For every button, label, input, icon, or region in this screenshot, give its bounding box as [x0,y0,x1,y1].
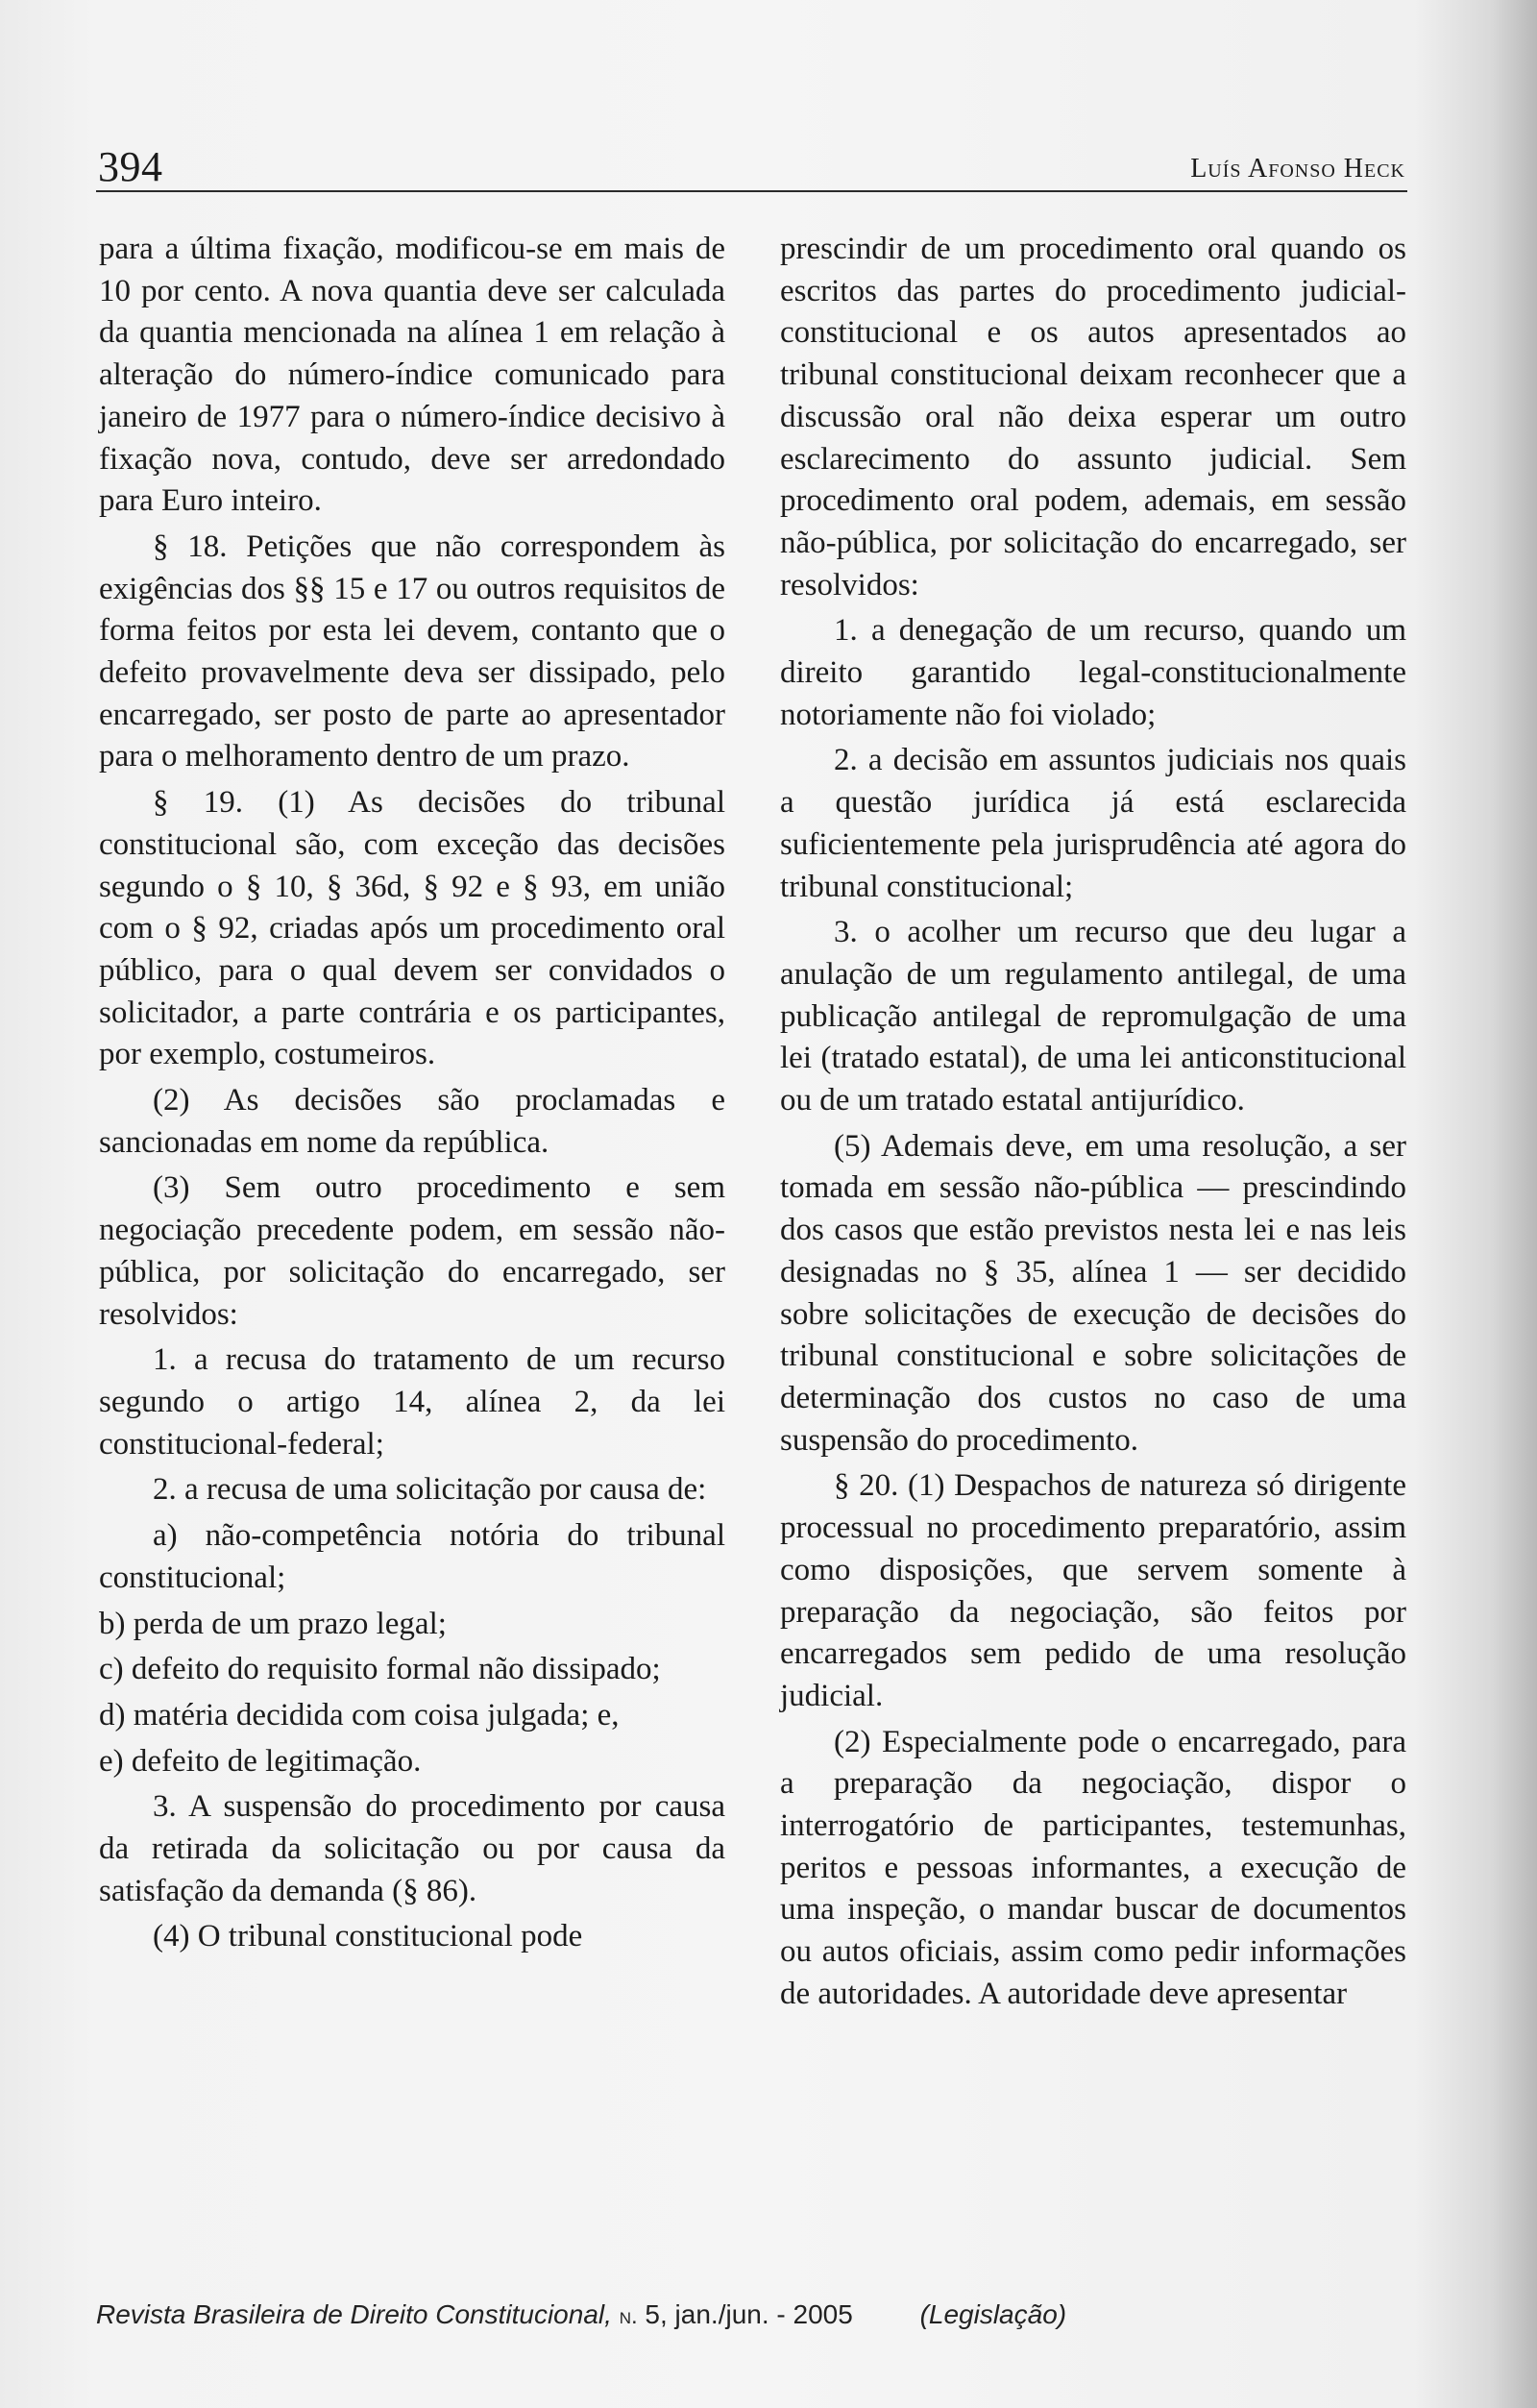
paragraph-section-20-2: (2) Especialmente pode o encarregado, para a preparação da negociação, dispor o interrogatório de participantes, testemunhas, peritos e pessoas informantes, a execução de uma inspeção, o mandar buscar de documentos ou autos oficiais, assim como pedir informações de autoridades. A autoridade deve apresentar [780,1724,1406,2011]
list-item-1: 1. a recusa do tratamento de um recurso segundo o artigo 14, alínea 2, da lei constitucional-federal; [99,1342,725,1462]
paragraph-section-19-2: (2) As decisões são proclamadas e sancionadas em nome da república. [99,1083,725,1160]
list-item-2: 2. a recusa de uma solicitação por causa de: [153,1472,707,1508]
left-column [99,229,725,1962]
list-item-2b: b) perda de um prazo legal; [99,1606,447,1641]
list-item-2c: c) defeito do requisito formal não dissipado; [99,1652,661,1687]
number-label: n. [619,2303,638,2329]
page-footer [96,2299,1066,2330]
issue-info: 5, jan./jun. - 2005 [645,2299,853,2329]
section-label: (Legislação) [919,2299,1067,2329]
paragraph-section-19-3: (3) Sem outro procedimento e sem negociação precedente podem, em sessão não-pública, por solicitação do encarregado, ser resolvidos: [99,1170,725,1332]
paragraph-continuation-right: prescindir de um procedimento oral quando os escritos das partes do procedimento judicial-constitucional e os autos apresentados ao tribunal constitucional deixam reconhecer que a discussão oral não deixa esperar um outro esclarecimento do assunto judicial. Sem procedimento oral podem, ademais, em sessão não-pública, por solicitação do encarregado, ser resolvidos: [780,232,1406,602]
list-item-2d: d) matéria decidida com coisa julgada; e, [99,1697,620,1732]
paragraph-section-19-4: (4) O tribunal constitucional pode [153,1919,583,1954]
paragraph-section-19-5: (5) Ademais deve, em uma resolução, a ser tomada em sessão não-pública — prescindindo dos casos que estão previstos nesta lei e nas leis designadas no § 35, alínea 1 — ser decidido sobre solicitações de execução de decisões do tribunal constitucional e sobre solicitações de determinação dos custos no caso de uma suspensão do procedimento. [780,1128,1406,1458]
page-number: 394 [98,143,163,190]
paragraph-section-20-1: § 20. (1) Despachos de natureza só dirigente processual no procedimento preparatório, assim como disposições, que servem somente à preparação da negociação, são feitos por encarregados sem pedido de uma resolução judicial. [780,1468,1406,1713]
list-item-3: 3. A suspensão do procedimento por causa da retirada da solicitação ou por causa da satisfação da demanda (§ 86). [99,1789,725,1908]
paragraph-section-18: § 18. Petições que não correspondem às exigências dos §§ 15 e 17 ou outros requisitos de forma feitos por esta lei devem, contanto que o defeito provavelmente deva ser dissipado, pelo encarregado, ser posto de parte ao apresentador para o melhoramento dentro de um prazo. [99,528,725,774]
right-column [780,229,1406,2020]
paragraph-section-19-1: § 19. (1) As decisões do tribunal constitucional são, com exceção das decisões segundo o § 10, § 36d, § 92 e § 93, em união com o § 92, criadas após um procedimento oral público, para o qual devem ser convidados o solicitador, a parte contrária e os participantes, por exemplo, costumeiros. [99,785,725,1072]
journal-title: Revista Brasileira de Direito Constitucional, [96,2299,612,2329]
list-item-2e: e) defeito de legitimação. [99,1743,422,1779]
paragraph-continuation: para a última fixação, modificou-se em mais de 10 por cento. A nova quantia deve ser calculada da quantia mencionada na alínea 1 em relação à alteração do número-índice comunicado para janeiro de 1977 para o número-índice decisivo à fixação nova, contudo, deve ser arredondado para Euro inteiro. [99,232,725,519]
running-head-author: Luís Afonso Heck [1190,154,1405,184]
page-header [96,135,1407,192]
list-item-right-2: 2. a decisão em assuntos judiciais nos quais a questão jurídica já está esclarecida suficientemente pela jurisprudência até agora do tribunal constitucional; [780,743,1406,904]
list-item-2a: a) não-competência notória do tribunal constitucional; [99,1518,725,1595]
list-item-right-1: 1. a denegação de um recurso, quando um direito garantido legal-constitucionalmente notoriamente não foi violado; [780,613,1406,732]
list-item-right-3: 3. o acolher um recurso que deu lugar a anulação de um regulamento antilegal, de uma publicação antilegal de repromulgação de uma lei (tratado estatal), de uma lei anticonstitucional ou de um tratado estatal antijurídico. [780,915,1406,1118]
